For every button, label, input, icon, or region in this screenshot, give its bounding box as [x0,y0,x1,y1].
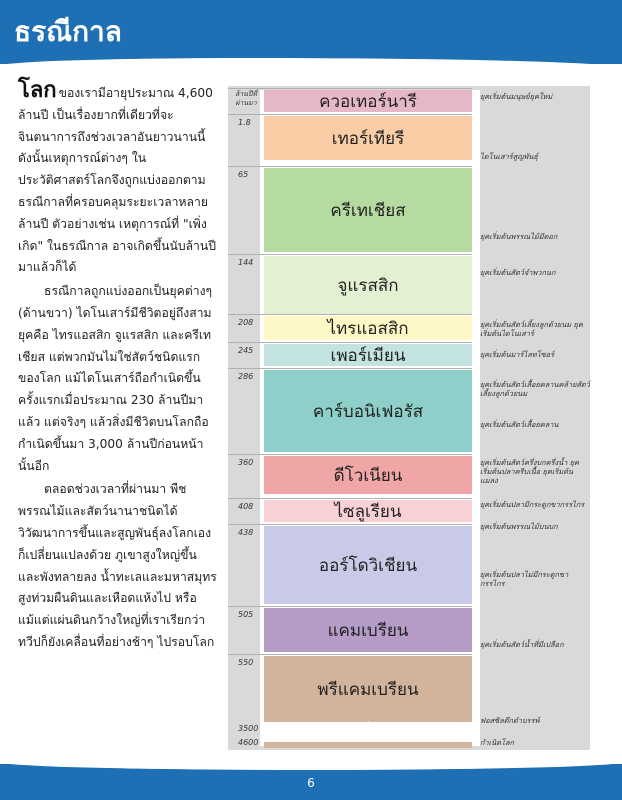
age-label: 505 [238,610,254,619]
period-divider [228,314,472,315]
age-label: 4600 [238,738,259,747]
period-divider [228,498,472,499]
header-edge [0,58,622,70]
period-divider [228,254,472,255]
period-3: ครีเทเชียส [264,168,472,252]
paragraph-3: ตลอดช่วงเวลาที่ผ่านมา พืชพรรณไม้และสัตว์นานาชนิดได้วิวัฒนาการขึ้นและสูญพันธุ์ลงโลกเองก็เปลี่ยนแปลงด้วย ภูเขาสูงใหญ่ขึ้นและพังทลายลง น้ำทะเลและมหาสมุทรสูงท่วมผืนดินและเหือดแห้งไป หรือแม้แต่แผ่นดินกว้างใหญ่ที่เราเรียกว่าทวีปก็ยังเคลื่อนที่อย่างช้าๆ ไปรอบโลก [18,482,217,649]
page-title: ธรณีกาล [14,15,122,48]
period-divider [228,368,472,369]
timeline-note: ยุคเริ่มต้นสัตว์เลื้อยคลาน [480,420,559,429]
period-7: คาร์บอนิเฟอรัส [264,370,472,452]
age-label: 360 [238,458,254,467]
period-5: ไทรแอสสิก [264,316,472,340]
period-9: ไซลูเรียน [264,500,472,522]
age-label: 208 [238,318,254,327]
period-10: ออร์โดวิเชียน [264,526,472,604]
age-label: 438 [238,528,254,537]
age-label: 3500 [238,724,259,733]
period-divider [228,88,472,89]
timeline-note: ยุคเริ่มต้นพรรณไม้มีดอก [480,232,558,241]
timeline-note: ยุคเริ่มต้นสัตว์จำพวกนก [480,268,556,277]
period-divider [228,606,472,607]
timeline-note: ยุคเริ่มต้นสัตว์เลี้ยงลูกด้วยนม ยุคเริ่มต้นไดโนเสาร์ [480,320,583,338]
hadean-strip [264,742,472,748]
paragraph-1 [18,80,218,279]
period-11: แคมเบรียน [264,608,472,652]
timeline-note: ยุคเริ่มต้นสัตว์เลื้อยคลานคล้ายสัตว์เลี้ยงลูกด้วยนม [480,380,590,398]
age-label: 550 [238,658,254,667]
timeline-note: ยุคเริ่มต้นพรรณไม้บนบก [480,522,558,531]
period-divider [228,342,472,343]
age-label: 144 [238,258,254,267]
period-12: พรีแคมเบรียน [264,656,472,722]
period-divider [228,114,472,115]
page-footer [0,764,622,800]
footer-edge [0,760,622,770]
timeline-note: ยุคเริ่มต้นปลามีกระดูกขากรรไกร [480,500,585,509]
timeline-note: ยุคเริ่มต้นสัตว์น้ำที่มีเปลือก [480,640,564,649]
timeline-note: ยุคเริ่มต้นมาร์ไลทโซอร์ [480,350,554,359]
age-label: 408 [238,502,254,511]
timeline-note: ฟอสซิลดึกดำบรรพ์ [480,716,540,725]
period-divider [228,654,472,655]
period-4: จูแรสสิก [264,256,472,314]
age-label: 65 [238,170,249,179]
page-header [0,0,622,64]
age-label: 286 [238,372,254,381]
period-divider [228,524,472,525]
timeline-note: ยุคเริ่มต้นสัตว์ครึ่งบกครึ่งน้ำ ยุคเริ่มต้นปลาครีบเนื้อ ยุคเริ่มต้นแมลง [480,458,579,485]
paragraph-2: ธรณีกาลถูกแบ่งออกเป็นยุคต่างๆ (ด้านขวา) ไดโนเสาร์มีชีวิตอยู่ถึงสามยุคคือ ไทรแอสสิก จูแรสสิก และครีเทเชียส แต่พวกมันไม่ใช่สัตว์ชนิดแรกของโลก แม้ไดโนเสาร์ถือกำเนิดขึ้นครั้งแรกเมื่อประมาณ 230 ล้านปีมาแล้ว แต่จริงๆ แล้วสิ่งมีชีวิตบนโลกถือกำเนิดขึ้นมา 3,000 ล้านปีก่อนหน้านั้นอีก [18,284,213,473]
period-6: เพอร์เมียน [264,344,472,366]
axis-header: ล้านปีที่ผ่านมา [234,90,258,107]
timeline-note: ยุคเริ่มต้นปลาไม่มีกระดูกขากรรไกร [480,570,569,588]
period-divider [228,166,472,167]
period-2: เทอร์เทียรี [264,116,472,160]
age-label: 245 [238,346,254,355]
timeline-note: ยุคเริ่มต้นมนุษย์ยุคใหม่ [480,92,553,101]
period-8: ดีโวเนียน [264,456,472,494]
period-1: ควอเทอร์นารี [264,90,472,112]
paragraph-1-text: ของเรามีอายุประมาณ 4,600 ล้านปี เป็นเรื่องยากที่เดียวที่จะจินตนาการถึงช่วงเวลาอันยาวนานนี้ ดังนั้นเหตุการณ์ต่างๆ ในประวัติศาสตร์โลกจึงถูกแบ่งออกตามธรณีกาลที่ครอบคลุมระยะเวลาหลายล้านปี ตัวอย่างเช่น เหตุการณ์ที่ "เพิ่งเกิด" ในธรณีกาล อาจเกิดขึ้นนับล้านปีมาแล้วก็ได้ [18,86,216,275]
timeline-note: ไดโนเสาร์สูญพันธุ์ [480,152,538,161]
timeline-note: กำเนิดโลก [480,738,514,747]
drop-word: โลก [18,78,57,103]
age-label: 1.8 [238,118,251,127]
period-divider [228,454,472,455]
page-number: 6 [307,776,315,790]
body-text [18,80,218,654]
